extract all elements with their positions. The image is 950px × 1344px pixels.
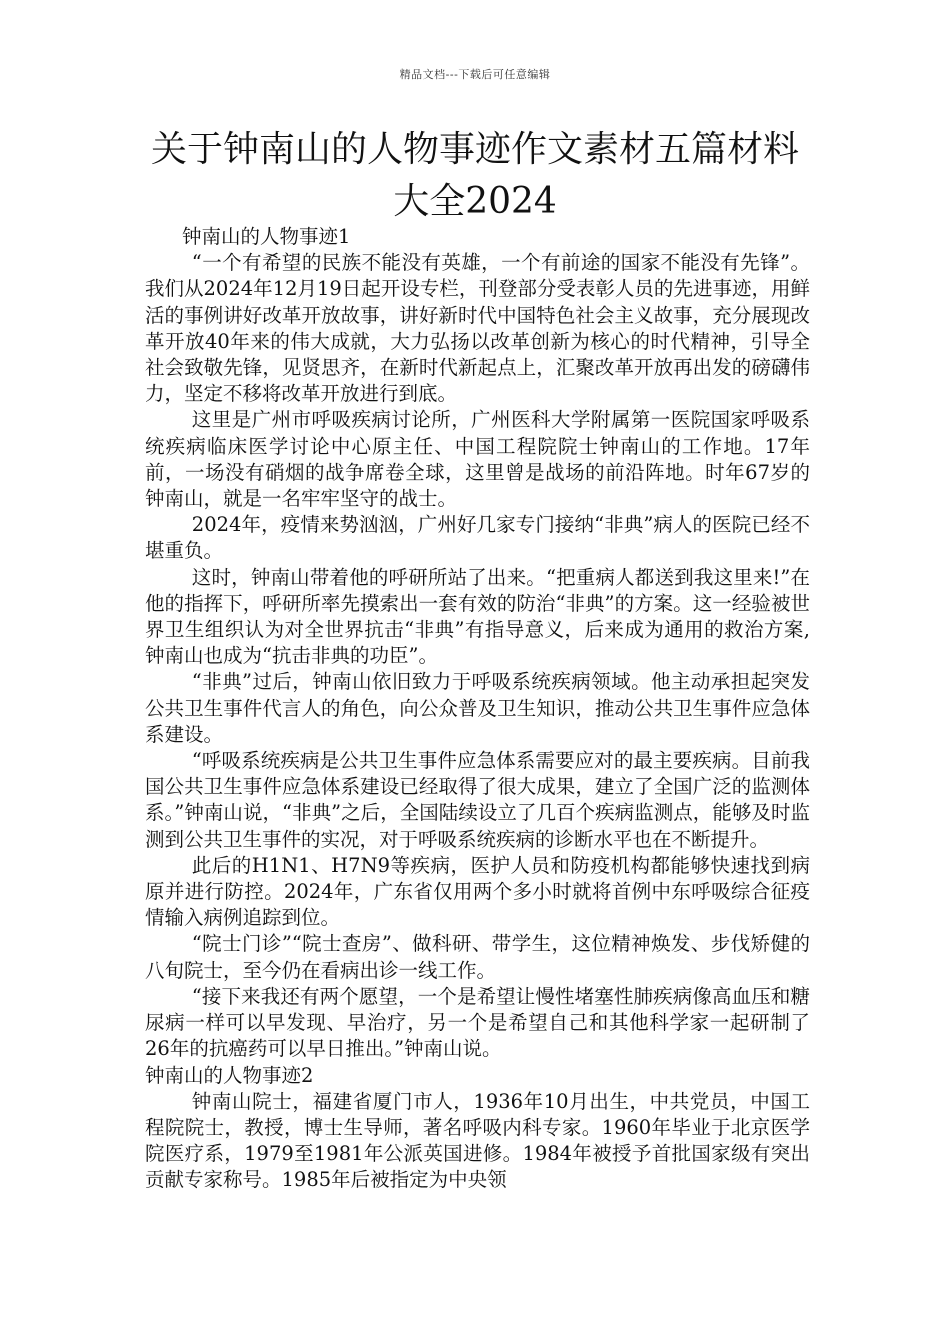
paragraph: “非典”过后，钟南山依旧致力于呼吸系统疾病领域。他主动承担起突发公共卫生事件代言人的角色，向公众普及卫生知识，推动公共卫生事件应急体系建设。 — [145, 670, 810, 746]
paragraph: “院士门诊”“院士查房”、做科研、带学生，这位精神焕发、步伐矫健的八旬院士，至今仍在看病出诊一线工作。 — [145, 932, 810, 982]
section-heading: 钟南山的人物事迹2 — [145, 1063, 314, 1087]
paragraph: 此后的H1N1、H7N9等疾病，医护人员和防疫机构都能够快速找到病原并进行防控。2024年，广东省仅用两个多小时就将首例中东呼吸综合征疫情输入病例追踪到位。 — [145, 853, 810, 930]
section-heading: 钟南山的人物事迹1 — [182, 225, 351, 248]
document-body — [145, 224, 810, 1194]
document-title: 关于钟南山的人物事迹作文素材五篇材料大全2024 — [150, 129, 799, 222]
paragraph: 2024年，疫情来势汹汹，广州好几家专门接纳“非典”病人的医院已经不堪重负。 — [145, 513, 810, 563]
paragraph: 钟南山院士，福建省厦门市人，1936年10月出生，中共党员，中国工程院院士，教授，博士生导师，著名呼吸内科专家。1960年毕业于北京医学院医疗系，1979至1981年公派英国进修。1984年被授予首批国家级有突出贡献专家称号。1985年后被指定为中央领 — [145, 1089, 810, 1192]
header-note: 精品文档---下载后可任意编辑 — [399, 68, 551, 81]
paragraph: 这里是广州市呼吸疾病讨论所，广州医科大学附属第一医院国家呼吸系统疾病临床医学讨论中心原主任、中国工程院院士钟南山的工作地。17年前，一场没有硝烟的战争席卷全球，这里曾是战场的前沿阵地。时年67岁的钟南山，就是一名牢牢坚守的战士。 — [145, 408, 810, 511]
paragraph: “一个有希望的民族不能没有英雄，一个有前途的国家不能没有先锋”。我们从2024年12月19日起开设专栏，刊登部分受表彰人员的先进事迹，用鲜活的事例讲好改革开放故事，讲好新时代中国特色社会主义故事，充分展现改革开放40年来的伟大成就，大力弘扬以改革创新为核心的时代精神，引导全社会致敬先锋，见贤思齐，在新时代新起点上，汇聚改革开放再出发的磅礴伟力，坚定不移将改革开放进行到底。 — [145, 251, 810, 406]
paragraph: 这时，钟南山带着他的呼研所站了出来。“把重病人都送到我这里来!”在他的指挥下，呼研所率先摸索出一套有效的防治“非典”的方案。这一经验被世界卫生组织认为对全世界抗击“非典”有指导意义，后来成为通用的救治方案,钟南山也成为“抗击非典的功臣”。 — [145, 565, 810, 668]
paragraph: “呼吸系统疾病是公共卫生事件应急体系需要应对的最主要疾病。目前我国公共卫生事件应急体系建设已经取得了很大成果，建立了全国广泛的监测体系。”钟南山说，“非典”之后，全国陆续设立了几百个疾病监测点，能够及时监测到公共卫生事件的实况，对于呼吸系统疾病的诊断水平也在不断提升。 — [145, 749, 810, 851]
paragraph: “接下来我还有两个愿望，一个是希望让慢性堵塞性肺疾病像高血压和糖尿病一样可以早发现、早治疗，另一个是希望自己和其他科学家一起研制了26年的抗癌药可以早日推出。”钟南山说。 — [145, 984, 810, 1061]
